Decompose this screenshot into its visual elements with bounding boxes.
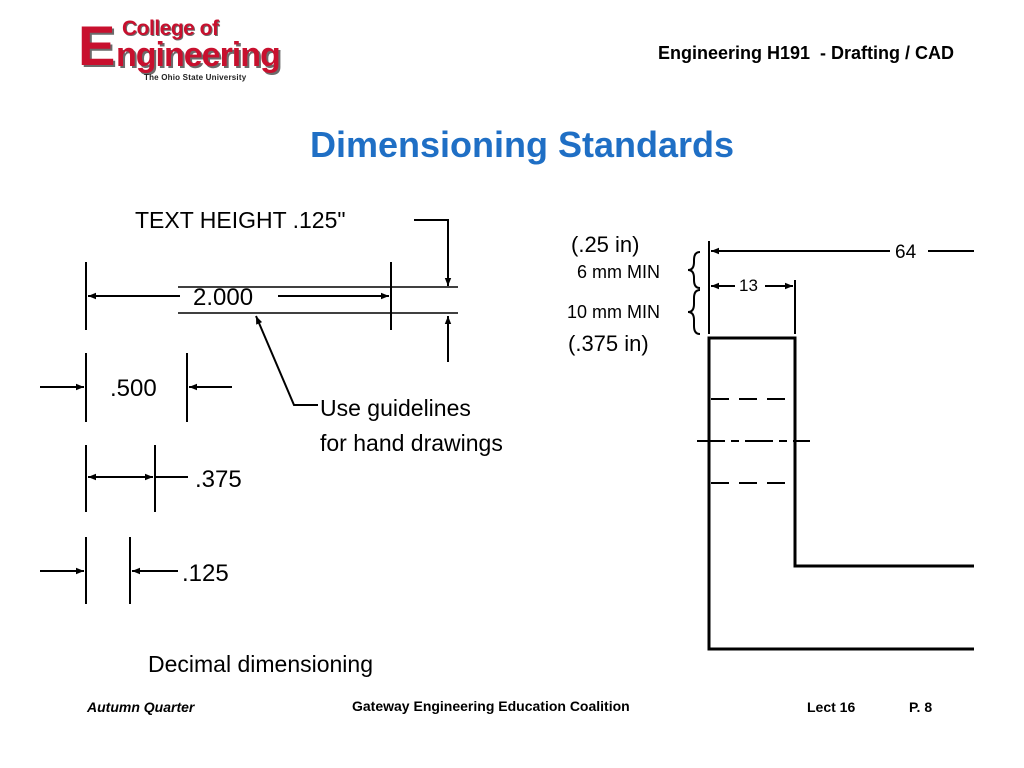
logo-college-text: College of <box>122 17 219 40</box>
dim-text-125: .125 <box>182 560 229 587</box>
guidelines-note-line2: for hand drawings <box>320 430 503 456</box>
footer-coalition: Gateway Engineering Education Coalition <box>352 698 630 714</box>
dim-text-2000: 2.000 <box>193 284 254 311</box>
decimal-dimensioning-caption: Decimal dimensioning <box>148 651 373 677</box>
label-0375-in: (.375 in) <box>568 331 649 356</box>
part-outline <box>709 338 974 649</box>
dim-text-500: .500 <box>110 375 157 402</box>
right-figure-lines <box>688 241 974 649</box>
brace-10mm <box>688 290 700 334</box>
course-title: Engineering H191 - Drafting / CAD <box>657 43 954 63</box>
guidelines-note-line1: Use guidelines <box>320 395 471 421</box>
footer-lecture: Lect 16 <box>807 699 856 715</box>
text-height-label: TEXT HEIGHT .125" <box>135 207 346 233</box>
label-10mm-min: 10 mm MIN <box>567 302 661 322</box>
dim-text-13: 13 <box>739 276 758 295</box>
logo-letter: E <box>78 14 116 77</box>
text-height-leader <box>414 220 448 286</box>
dim-text-375: .375 <box>195 466 242 493</box>
dim-text-64: 64 <box>895 242 917 263</box>
footer-quarter: Autumn Quarter <box>87 699 195 715</box>
slide-title: Dimensioning Standards <box>309 124 735 165</box>
brace-6mm <box>688 252 700 288</box>
logo-engineering-text: ngineering <box>116 36 280 74</box>
label-025-in: (.25 in) <box>571 232 640 257</box>
label-6mm-min: 6 mm MIN <box>577 262 660 282</box>
logo-university-text: The Ohio State University <box>144 73 247 82</box>
guidelines-leader <box>256 316 318 405</box>
footer-page-number: P. 8 <box>909 699 933 715</box>
